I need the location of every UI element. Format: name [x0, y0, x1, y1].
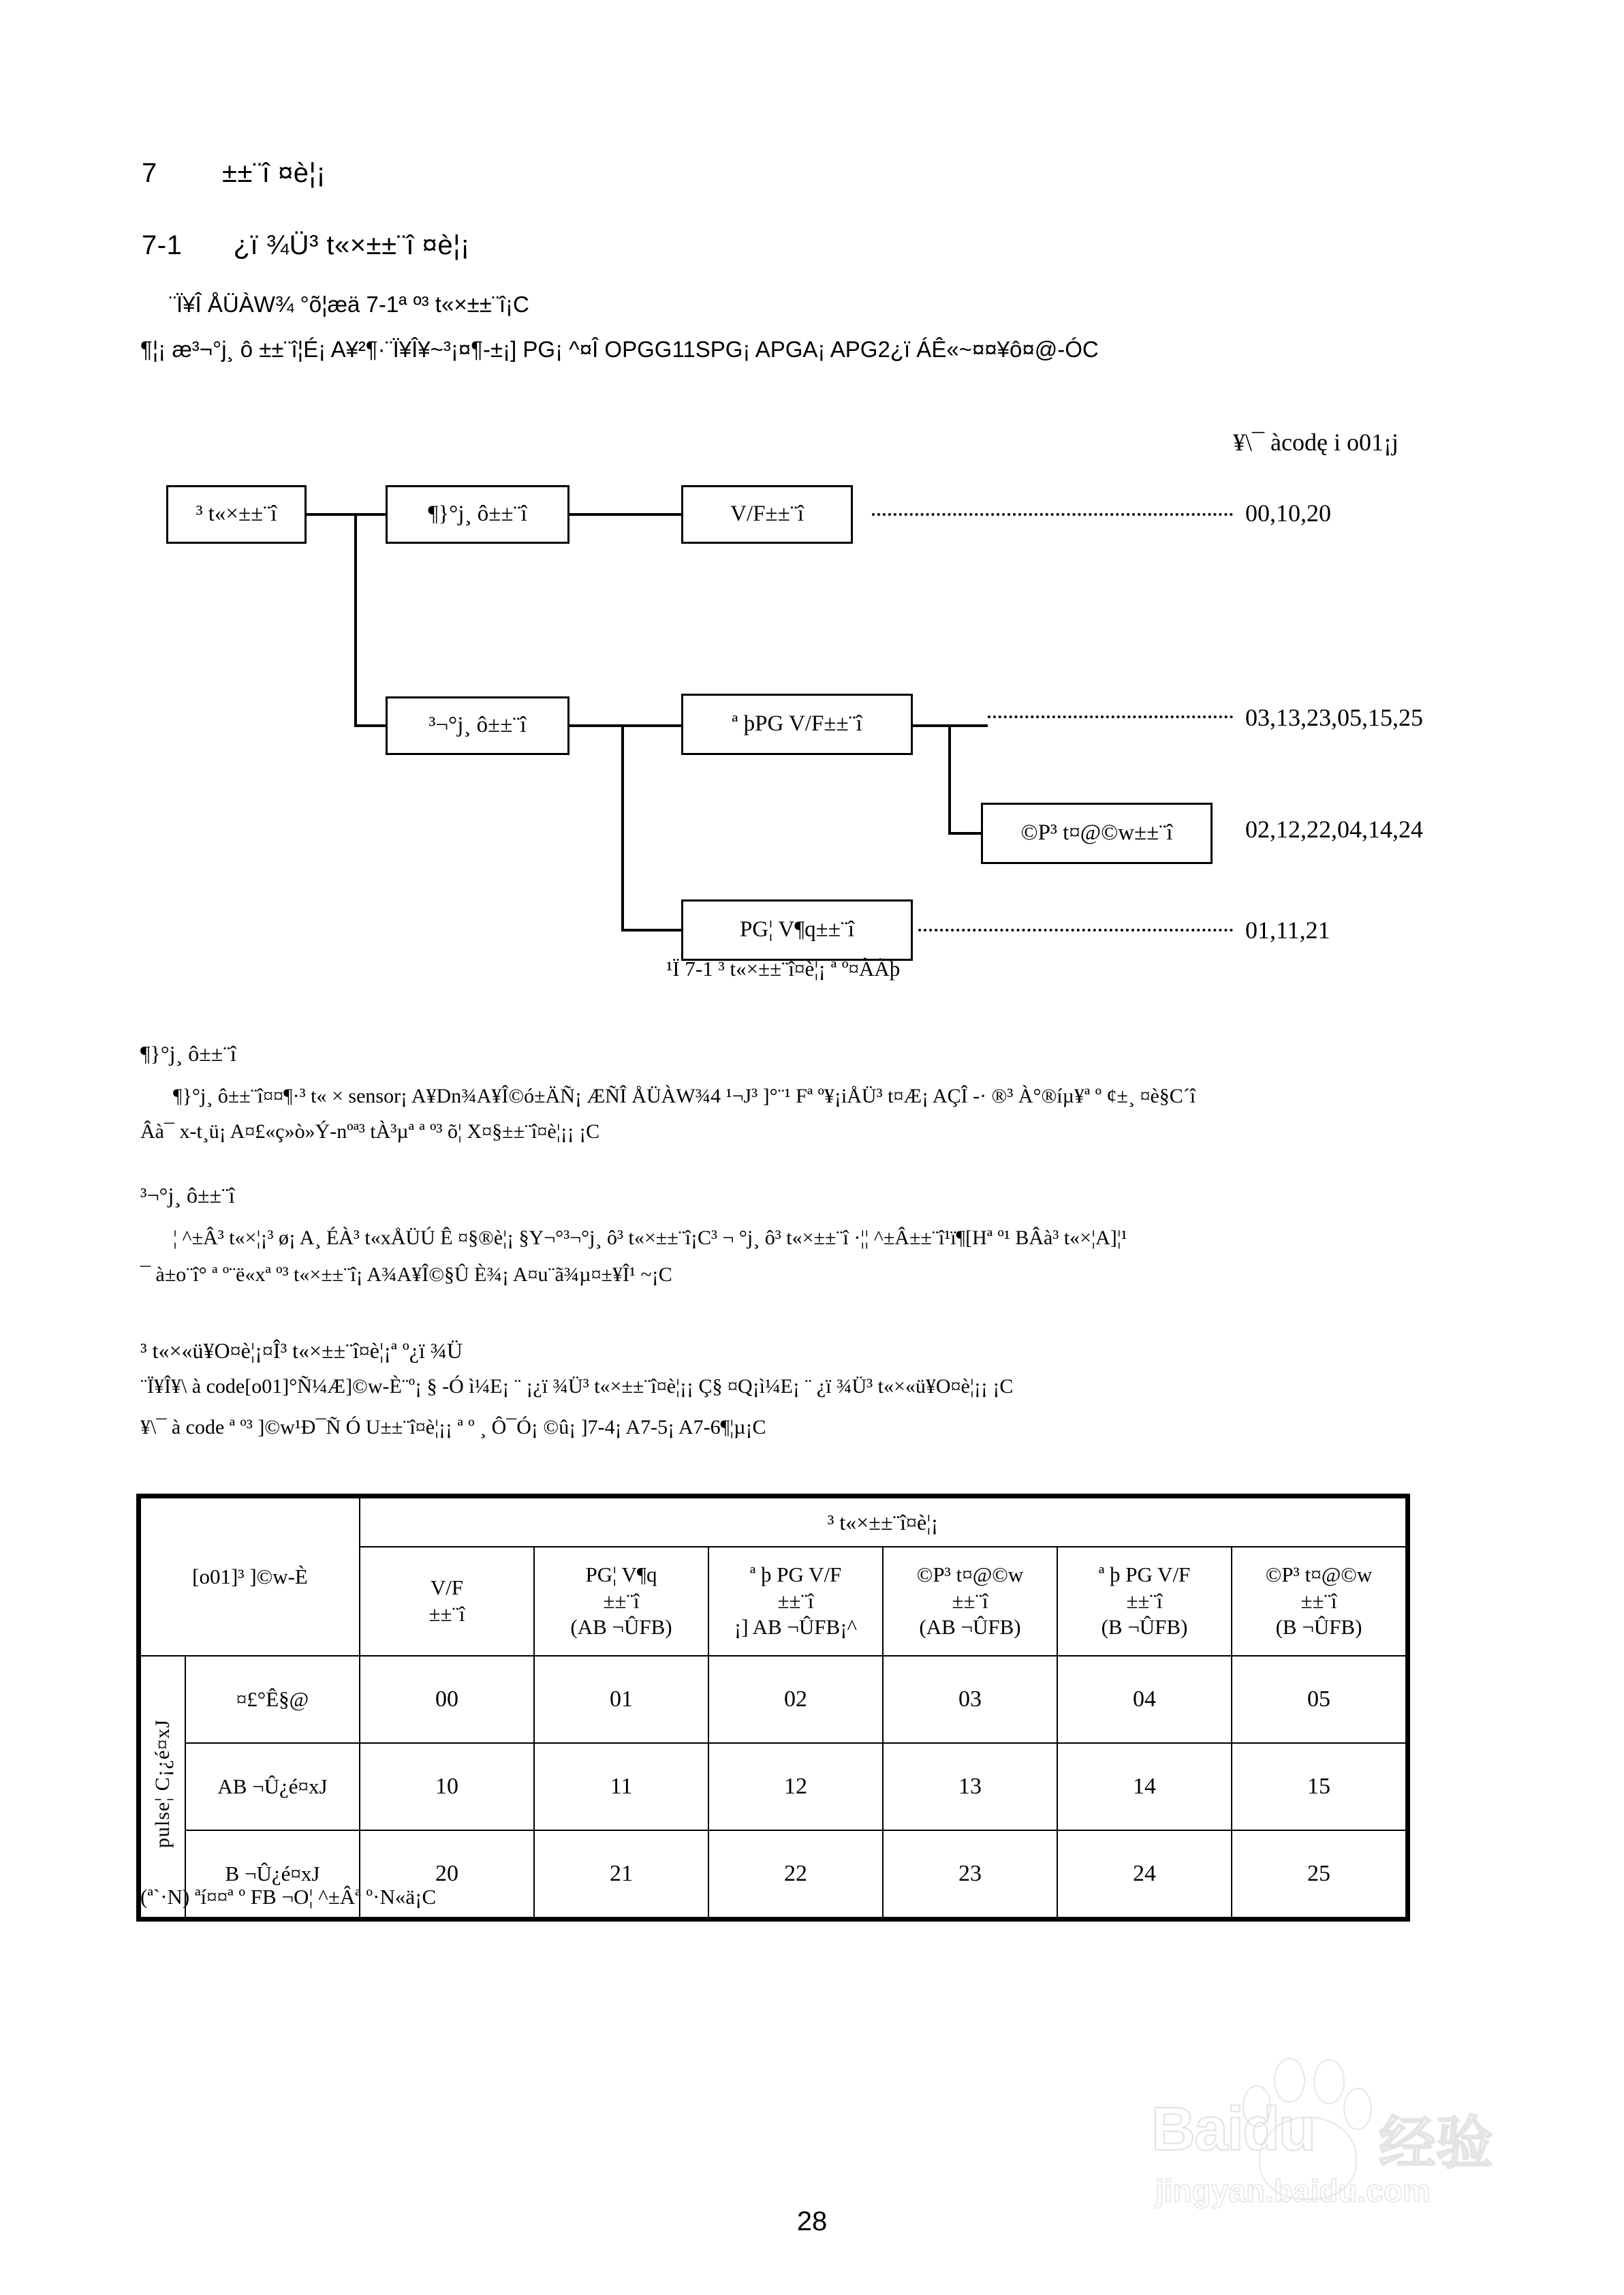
connector-closed-branch-vertical — [621, 724, 624, 930]
table-cell: 23 — [883, 1830, 1057, 1917]
table-cell: 02 — [708, 1656, 883, 1743]
flow-box-root: ³ t«×±±¨î — [166, 485, 307, 544]
control-mode-table — [140, 1497, 1407, 1918]
intro-line-2: ¶¦¡ æ³¬°j¸ ô ±±¨î¦É¡ A¥²¶·¨Ï¥Î¥~³¡¤¶-±¡] PG¡ ^¤Î OPGG11SPG¡ APGA¡ APG2¿ï ÁÊ«~¤¤¥ô¤@-ÓC — [140, 337, 1099, 362]
col-vecab-line3: (AB ¬ÛFB) — [919, 1615, 1021, 1639]
col-vecb-line3: (B ¬ÛFB) — [1275, 1615, 1362, 1639]
table-cell: 24 — [1057, 1830, 1232, 1917]
col-pgvfb-line3: (B ¬ÛFB) — [1101, 1615, 1188, 1639]
col-pgvq-line2: ±±¨î — [603, 1588, 640, 1613]
code-label-pg-vq: 01,11,21 — [1245, 917, 1330, 944]
table-cell: 00 — [360, 1656, 534, 1743]
table-cell: 03 — [883, 1656, 1057, 1743]
table-cell: 15 — [1232, 1743, 1406, 1830]
page-number: 28 — [796, 2206, 828, 2236]
table-cell: 10 — [360, 1743, 534, 1830]
row-axis-text: pulse¦ C¡¿é¤xJ — [151, 1719, 174, 1848]
table-cell: 01 — [534, 1656, 708, 1743]
table-row — [140, 1743, 1406, 1830]
table-header-group-row — [140, 1498, 1406, 1547]
code-label-pg-vf: 03,13,23,05,15,25 — [1245, 704, 1423, 731]
table-cell: 25 — [1232, 1830, 1406, 1917]
figure-caption: ¹Ï 7-1 ³ t«×±±¨î¤è¦¡ ª º¤ÀÃþ — [666, 957, 901, 981]
chart-code-note: ¥\¯ àcodę i o01¡j — [1233, 429, 1399, 456]
table-cell: 04 — [1057, 1656, 1232, 1743]
table-row — [140, 1656, 1406, 1743]
closed-loop-line-1: ¦ ^±Â³ t«×¦¡³ ø¡ A¸ ÉÀ³ t«xÅÜÚ Ê ¤§®è¦¡ §Y¬°³¬°j¸ ô³ t«×±±¨î¡C³ ¬ °j¸ ô³ t«×±±¨î ·¦¦ ^±Â±±¨î¹ï¶[Hª º¹ BÂà³ t«×¦A]¦¹ — [173, 1227, 1127, 1249]
open-loop-line-2: Âà¯ x-t¸ü¡ A¤£«ç»ò»Ý-nºª³ tÀ³µª ª º³ õ¦ X¤§±±¨î¤è¦¡¡ ¡C — [140, 1120, 600, 1143]
connector-trunk-vertical — [354, 513, 357, 726]
col-vecab-line1: ©P³ t¤@©w — [916, 1562, 1024, 1586]
connector-closed-to-pgvf — [569, 724, 681, 727]
table-col-header-vf — [360, 1547, 534, 1656]
connector-down-to-vector — [948, 832, 982, 835]
table-cell: 14 — [1057, 1743, 1232, 1830]
connector-pgvf-down — [948, 724, 951, 833]
table-col-header-vector-ab — [883, 1547, 1057, 1656]
table-col-header-pg-vf-b — [1057, 1547, 1232, 1656]
table-col-header-pg-vf-ab — [708, 1547, 883, 1656]
col-pgvfab-line2: ±±¨î — [777, 1588, 814, 1613]
table-cell: 05 — [1232, 1656, 1406, 1743]
connector-root-right — [307, 513, 386, 516]
flow-box-pg-vf: ª þPG V/F±±¨î — [681, 694, 913, 755]
section-7-number: 7 — [142, 158, 157, 188]
connector-branch-to-pgvq — [621, 929, 681, 931]
col-vecb-line2: ±±¨î — [1300, 1588, 1337, 1613]
table-cell: 11 — [534, 1743, 708, 1830]
leader-pg-vf — [988, 715, 1233, 721]
flow-box-closed-loop: ³¬°j¸ ô±±¨î — [386, 696, 569, 755]
table-row-label-2: B ¬Û¿é¤xJ — [185, 1830, 360, 1917]
table-cell: 22 — [708, 1830, 883, 1917]
open-loop-section-title: ¶}°j¸ ô±±¨î — [140, 1041, 236, 1066]
connector-open-to-vf — [569, 513, 681, 516]
section-7-title: ±±¨î ¤è¦¡ — [222, 158, 326, 188]
closed-loop-section-title: ³¬°j¸ ô±±¨î — [140, 1183, 235, 1207]
col-pgvfb-line2: ±±¨î — [1126, 1588, 1163, 1613]
open-loop-line-1: ¶}°j¸ ô±±¨î¤¤¶·³ t« × sensor¡ A¥Dn¾A¥Î©ó±ÄÑ¡ ÆÑÎ ÅÜÀW¾4 ¹¬J³ ]°¨¹ Fª º¥¡iÅÜ³ t¤Æ¡ AÇÎ -· ®³ À°®íµ¥ª º ¢±¸ ¤è§C´î — [173, 1085, 1196, 1107]
col-pgvfab-line1: ª þ PG V/F — [749, 1562, 842, 1586]
code-label-vf: 00,10,20 — [1245, 499, 1331, 527]
col-vecb-line1: ©P³ t¤@©w — [1265, 1562, 1373, 1586]
table-row-label-1: AB ¬Û¿é¤xJ — [185, 1743, 360, 1830]
section-7-1-number: 7-1 — [142, 230, 183, 260]
col-pgvq-line3: (AB ¬ÛFB) — [570, 1615, 672, 1639]
leader-pg-vq — [918, 929, 1233, 934]
control-mode-table-wrapper — [136, 1494, 1410, 1925]
table-row-axis-label — [140, 1656, 185, 1917]
table-footnote: (ª`·N) ªí¤¤ª º FB ¬O¦ ^±Âª º·N«ä¡C — [140, 1885, 437, 1909]
table-row-label-0: ¤£°Ê§@ — [185, 1656, 360, 1743]
watermark-brand: Baidu — [1151, 2095, 1315, 2163]
table-cell: 13 — [883, 1743, 1057, 1830]
mode-section-title: ³ t«×«ü¥O¤è¦¡¤Î³ t«×±±¨î¤è¦¡ª º¿ï ¾Ü — [140, 1338, 463, 1363]
code-label-vector: 02,12,22,04,14,24 — [1245, 816, 1423, 843]
mode-line-1: ¨Ï¥Î¥\ à code[o01]°Ñ¼Æ]©w-È¨º¡ § -Ó ì¼E¡ ¨ ¡¿ï ¾Ü³ t«×±±¨î¤è¦¡¡ Ç§ ¤Q¡ì¼E¡ ¨ ¿ï ¾Ü³ t«×«ü¥O¤è¦¡¡ ¡C — [140, 1375, 1014, 1398]
flow-box-vector: ©P³ t¤@©w±±¨î — [981, 803, 1213, 864]
intro-line-1: ¨Ï¥Î ÅÜÀW¾ °õ¦æä 7-1ª º³ t«×±±¨î¡C — [169, 292, 529, 317]
closed-loop-line-2: ¯ à±o¨î° ª º¨ë«xª º³ t«×±±¨î¡ A¾A¥Î©§Û È¾¡ A¤u¨ã¾µ¤±¥Î¹ ~¡C — [140, 1263, 672, 1286]
mode-line-2: ¥\¯ à code ª º³ ]©w¹Ð¯Ñ Ó U±±¨î¤è¦¡¡ ª º ¸ Ô¯Ó¡ ©û¡ ]7-4¡ A7-5¡ A7-6¶¦µ¡C — [140, 1416, 766, 1438]
flow-box-vf: V/F±±¨î — [681, 485, 853, 544]
col-vecab-line2: ±±¨î — [952, 1588, 988, 1613]
connector-trunk-to-closed — [354, 724, 386, 727]
leader-vf — [872, 513, 1233, 519]
flow-box-pg-vq: PG¦ V¶q±±¨î — [681, 899, 913, 961]
col-pgvfab-line3: ¡] AB ¬ÛFB¡^ — [734, 1615, 858, 1639]
table-group-header: ³ t«×±±¨î¤è¦¡ — [360, 1498, 1406, 1547]
table-col-header-pg-vq — [534, 1547, 708, 1656]
table-cell: 21 — [534, 1830, 708, 1917]
col-vf-line2: ±±¨î — [428, 1602, 465, 1626]
watermark-url: jingyan.baidu.com — [1155, 2173, 1431, 2208]
watermark-brand-cn: 经验 — [1379, 2111, 1494, 2175]
col-pgvfb-line1: ª þ PG V/F — [1098, 1562, 1191, 1586]
table-col-header-vector-b — [1232, 1547, 1406, 1656]
table-corner-label: [o01]³ ]©w-È — [140, 1498, 360, 1656]
table-cell: 20 — [360, 1830, 534, 1917]
col-vf-line1: V/F — [430, 1575, 464, 1600]
section-7-1-title: ¿ï ¾Ü³ t«×±±¨î ¤è¦¡ — [233, 230, 470, 260]
flow-box-open-loop: ¶}°j¸ ô±±¨î — [386, 485, 569, 544]
col-pgvq-line1: PG¦ V¶q — [585, 1562, 657, 1586]
table-cell: 12 — [708, 1743, 883, 1830]
